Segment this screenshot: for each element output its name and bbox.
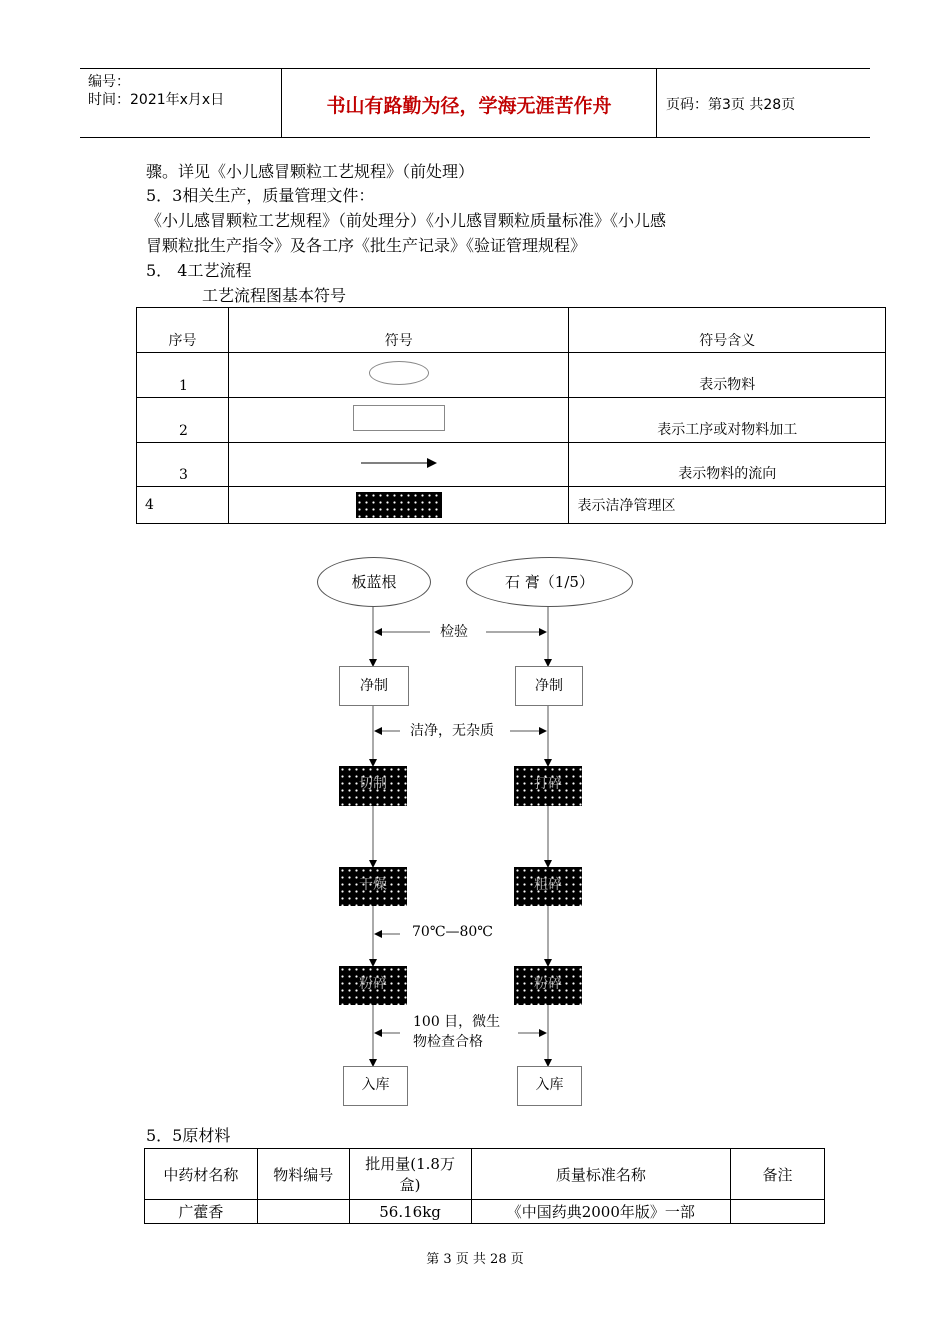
row-number: 1 bbox=[137, 353, 229, 398]
mesh-note-line: 100 目，微生 bbox=[413, 1014, 501, 1030]
mesh-note-line: 物检查合格 bbox=[413, 1034, 483, 1050]
meaning-cell: 表示洁净管理区 bbox=[569, 487, 886, 524]
table-header-cell: 符号含义 bbox=[569, 308, 886, 353]
body-line: 《小儿感冒颗粒工艺规程》（前处理分）《小儿感冒颗粒质量标准》《小儿感 bbox=[146, 211, 667, 230]
table-header-cell: 批用量(1.8万盒) bbox=[349, 1149, 471, 1200]
table-header-cell: 序号 bbox=[137, 308, 229, 353]
table-cell: 56.16kg bbox=[349, 1200, 471, 1224]
body-line: 骤。详见《小儿感冒颗粒工艺规程》（前处理） bbox=[146, 162, 475, 181]
table-header-cell: 符号 bbox=[228, 308, 569, 353]
row-number: 3 bbox=[137, 443, 229, 487]
row-number: 4 bbox=[137, 487, 229, 524]
body-line: 5．3相关生产，质量管理文件： bbox=[146, 186, 375, 205]
clean-zone-node-crush: 打碎 bbox=[514, 766, 582, 806]
process-node-clean-right: 净制 bbox=[515, 666, 583, 706]
table-header-cell: 中药材名称 bbox=[145, 1149, 258, 1200]
meaning-cell: 表示物料的流向 bbox=[569, 443, 886, 487]
flow-label-clean-note: 洁净，无杂质 bbox=[406, 720, 498, 740]
material-node-gypsum: 石 膏（1/5） bbox=[466, 557, 633, 607]
page-footer: 第 3 页 共 28 页 bbox=[426, 1252, 524, 1267]
clean-zone-node-dry: 干燥 bbox=[339, 867, 407, 906]
table-header-row bbox=[145, 1149, 825, 1200]
table-header-cell: 物料编号 bbox=[257, 1149, 349, 1200]
meaning-cell: 表示物料 bbox=[569, 353, 886, 398]
table-cell bbox=[731, 1200, 825, 1224]
table-header-cell: 质量标准名称 bbox=[471, 1149, 731, 1200]
header-number: 编号： bbox=[88, 74, 130, 90]
clean-zone-node-cut: 切制 bbox=[339, 766, 407, 806]
section-heading: 5．5原材料 bbox=[146, 1126, 231, 1145]
header-motto: 书山有路勤为径，学海无涯苦作舟 bbox=[326, 95, 612, 117]
table-row bbox=[145, 1200, 825, 1224]
clean-zone-node-powder-right: 粉碎 bbox=[514, 966, 582, 1005]
body-line: 冒颗粒批生产指令》及各工序《批生产记录》《验证管理规程》 bbox=[146, 236, 587, 255]
table-cell bbox=[257, 1200, 349, 1224]
meaning-cell: 表示工序或对物料加工 bbox=[569, 398, 886, 443]
process-node-clean-left: 净制 bbox=[339, 666, 409, 706]
row-number: 2 bbox=[137, 398, 229, 443]
header-page-info: 页码：第3页 共28页 bbox=[666, 97, 796, 113]
flow-label-temperature: 70℃—80℃ bbox=[408, 924, 497, 940]
section-heading: 5． 4工艺流程 bbox=[146, 261, 252, 280]
table-caption: 工艺流程图基本符号 bbox=[202, 286, 347, 305]
flow-label-mesh-note bbox=[409, 1012, 504, 1052]
materials-table bbox=[144, 1148, 825, 1224]
clean-zone-node-powder-left: 粉碎 bbox=[339, 966, 407, 1005]
header-time: 时间：2021年x月x日 bbox=[88, 92, 225, 108]
table-cell: 《中国药典2000年版》一部 bbox=[471, 1200, 731, 1224]
process-node-store-right: 入库 bbox=[517, 1066, 582, 1106]
clean-zone-node-coarse: 粗碎 bbox=[514, 867, 582, 906]
material-node-banlangen: 板蓝根 bbox=[317, 557, 431, 607]
flow-label-inspect: 检验 bbox=[436, 621, 472, 641]
process-node-store-left: 入库 bbox=[343, 1066, 408, 1106]
table-cell: 广藿香 bbox=[145, 1200, 258, 1224]
table-header-cell: 备注 bbox=[731, 1149, 825, 1200]
